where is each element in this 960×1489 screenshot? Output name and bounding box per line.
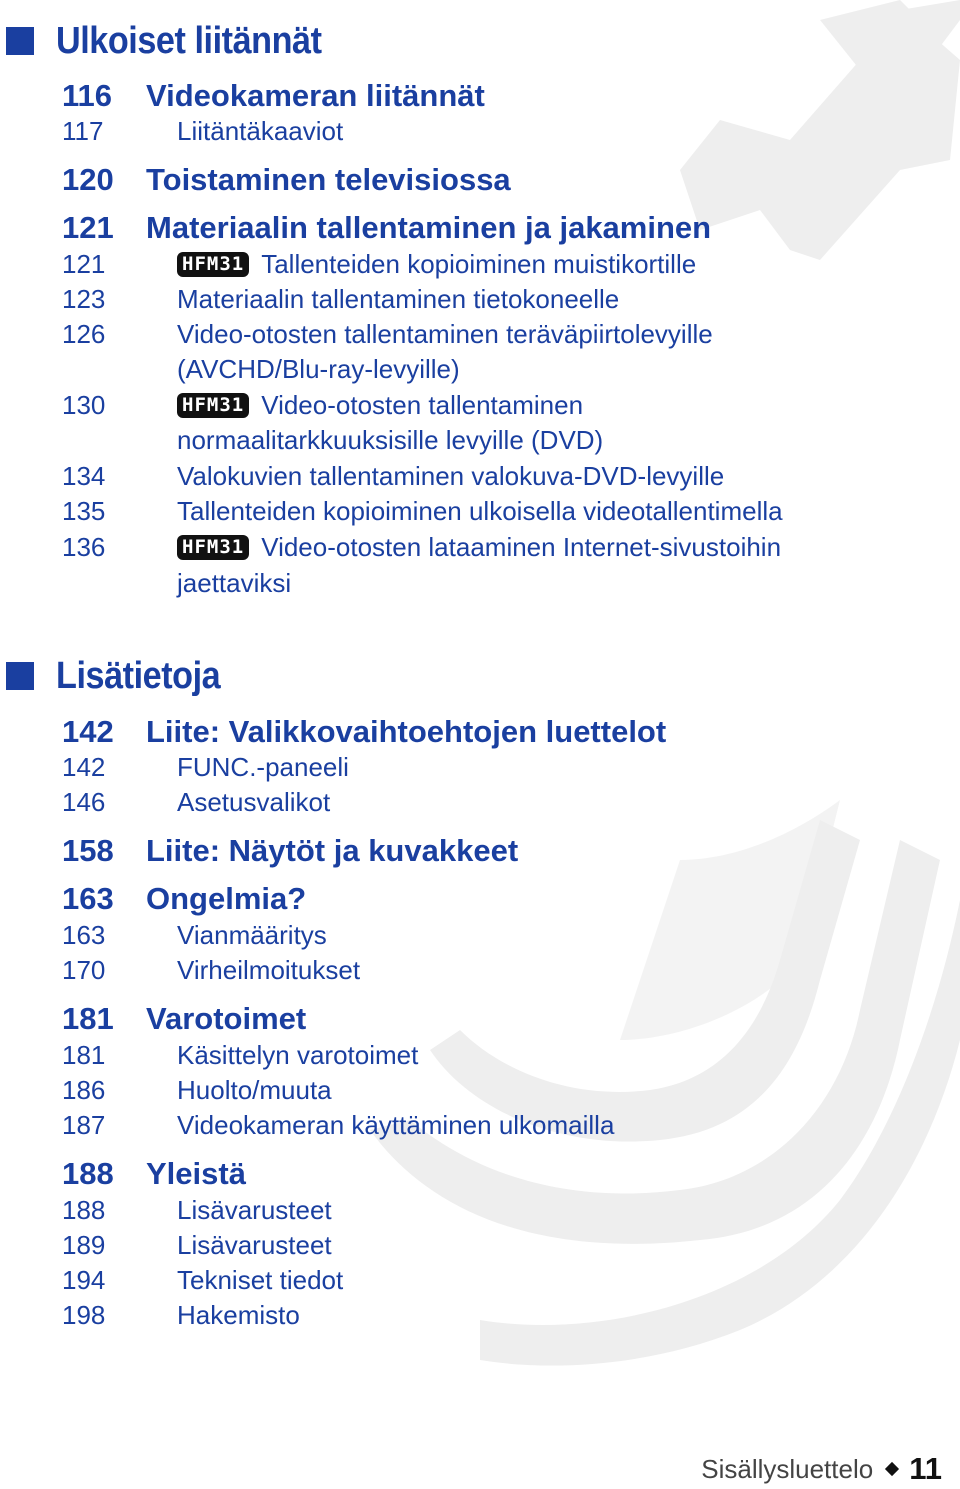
- footer-page-number: 11: [909, 1451, 942, 1486]
- entry-title: Tallenteiden kopioiminen ulkoisella videotallentimella: [177, 496, 783, 526]
- page-number: 163: [62, 881, 114, 916]
- entry-title: Vianmääritys: [177, 920, 327, 950]
- entry-title: Video-otosten lataaminen Internet-sivustoihin: [261, 532, 782, 562]
- entry-title: Liite: Valikkovaihtoehtojen luettelot: [146, 714, 667, 749]
- toc-subentry[interactable]: [0, 785, 960, 820]
- page-number: 121: [62, 249, 106, 279]
- page-number: 198: [62, 1300, 106, 1330]
- page-number: 123: [62, 284, 106, 314]
- entry-title: Video-otosten tallentaminen teräväpiirtolevyille: [177, 319, 713, 349]
- page-number: 188: [62, 1195, 106, 1225]
- page-number: 188: [62, 1156, 114, 1191]
- page-number: 134: [62, 461, 106, 491]
- toc-subentry[interactable]: [0, 494, 960, 529]
- toc-subentry[interactable]: [0, 1263, 960, 1298]
- page-number: 135: [62, 496, 106, 526]
- entry-title: Ongelmia?: [146, 881, 307, 916]
- entry-title-continuation: (AVCHD/Blu-ray-levyille): [177, 354, 460, 384]
- entry-title: Lisävarusteet: [177, 1195, 332, 1225]
- entry-title: Yleistä: [146, 1156, 246, 1191]
- section-title: Lisätietoja: [56, 654, 221, 697]
- toc-subentry[interactable]: [0, 918, 960, 953]
- page-number: 130: [62, 390, 106, 420]
- entry-title: Liitäntäkaaviot: [177, 116, 344, 146]
- entry-title: Lisävarusteet: [177, 1230, 332, 1260]
- entry-title: Huolto/muuta: [177, 1075, 332, 1105]
- entry-title: Valokuvien tallentaminen valokuva-DVD-levyille: [177, 461, 725, 491]
- toc-subentry[interactable]: [0, 317, 960, 352]
- toc-subentry-continuation: [0, 352, 960, 387]
- page-number: 126: [62, 319, 106, 349]
- page-number: 116: [62, 78, 113, 113]
- toc-entry[interactable]: [0, 160, 960, 200]
- toc-subentry[interactable]: [0, 1228, 960, 1263]
- page-number: 136: [62, 532, 106, 562]
- entry-title: Tallenteiden kopioiminen muistikortille: [261, 249, 697, 279]
- entry-title: FUNC.-paneeli: [177, 752, 349, 782]
- page-number: 181: [62, 1001, 114, 1036]
- page-number: 120: [62, 162, 114, 197]
- page-number: 194: [62, 1265, 106, 1295]
- section-title: Ulkoiset liitännät: [56, 19, 322, 62]
- entry-title: Materiaalin tallentaminen ja jakaminen: [146, 210, 712, 245]
- entry-title-continuation: normaalitarkkuuksisille levyille (DVD): [177, 425, 604, 455]
- page-footer: [701, 1449, 942, 1489]
- toc-entry[interactable]: [0, 879, 960, 919]
- toc-subentry[interactable]: [0, 388, 960, 423]
- page-number: 181: [62, 1040, 106, 1070]
- toc-entry[interactable]: [0, 831, 960, 871]
- entry-title: Hakemisto: [177, 1300, 300, 1330]
- page-number: 158: [62, 833, 114, 868]
- page-number: 170: [62, 955, 106, 985]
- toc-subentry[interactable]: [0, 282, 960, 317]
- toc-subentry[interactable]: [0, 1193, 960, 1228]
- toc-subentry[interactable]: [0, 1073, 960, 1108]
- blue-square-icon: [6, 27, 34, 55]
- page-number: 142: [62, 714, 114, 749]
- toc-subentry[interactable]: [0, 1298, 960, 1333]
- toc-subentry[interactable]: [0, 953, 960, 988]
- page-number: 121: [62, 210, 114, 245]
- entry-title: Varotoimet: [146, 1001, 307, 1036]
- entry-title: Video-otosten tallentaminen: [261, 390, 584, 420]
- entry-title: Tekniset tiedot: [177, 1265, 344, 1295]
- entry-title: Toistaminen televisiossa: [146, 162, 511, 197]
- page-number: 187: [62, 1110, 106, 1140]
- toc-entry[interactable]: [0, 208, 960, 248]
- toc-subentry[interactable]: [0, 750, 960, 785]
- entry-title-continuation: jaettaviksi: [177, 568, 292, 598]
- page-number: 163: [62, 920, 106, 950]
- section-heading: [6, 653, 238, 699]
- page-number: 117: [62, 116, 104, 146]
- toc-entry[interactable]: [0, 76, 960, 116]
- toc-entry[interactable]: [0, 712, 960, 752]
- toc-subentry[interactable]: [0, 1108, 960, 1143]
- page-number: 189: [62, 1230, 106, 1260]
- entry-title: Virheilmoitukset: [177, 955, 361, 985]
- toc-subentry[interactable]: [0, 114, 960, 149]
- page-number: 186: [62, 1075, 106, 1105]
- section-heading: [6, 18, 351, 64]
- hfm31-model-badge-icon: HFM31: [177, 535, 249, 560]
- toc-entry[interactable]: [0, 1154, 960, 1194]
- hfm31-model-badge-icon: HFM31: [177, 393, 249, 418]
- hfm31-model-badge-icon: HFM31: [177, 252, 249, 277]
- toc-subentry-continuation: [0, 423, 960, 458]
- toc-subentry-continuation: [0, 566, 960, 601]
- toc-entry[interactable]: [0, 999, 960, 1039]
- footer-label[interactable]: Sisällysluettelo: [701, 1453, 874, 1484]
- blue-square-icon: [6, 662, 34, 690]
- toc-subentry[interactable]: [0, 247, 960, 282]
- entry-title: Videokameran käyttäminen ulkomailla: [177, 1110, 615, 1140]
- toc-subentry[interactable]: [0, 1038, 960, 1073]
- page-number: 142: [62, 752, 106, 782]
- entry-title: Asetusvalikot: [177, 787, 331, 817]
- toc-subentry[interactable]: [0, 530, 960, 565]
- toc-subentry[interactable]: [0, 459, 960, 494]
- entry-title: Videokameran liitännät: [146, 78, 485, 113]
- diamond-icon: [885, 1462, 899, 1476]
- entry-title: Materiaalin tallentaminen tietokoneelle: [177, 284, 620, 314]
- entry-title: Liite: Näytöt ja kuvakkeet: [146, 833, 519, 868]
- page-number: 146: [62, 787, 106, 817]
- entry-title: Käsittelyn varotoimet: [177, 1040, 419, 1070]
